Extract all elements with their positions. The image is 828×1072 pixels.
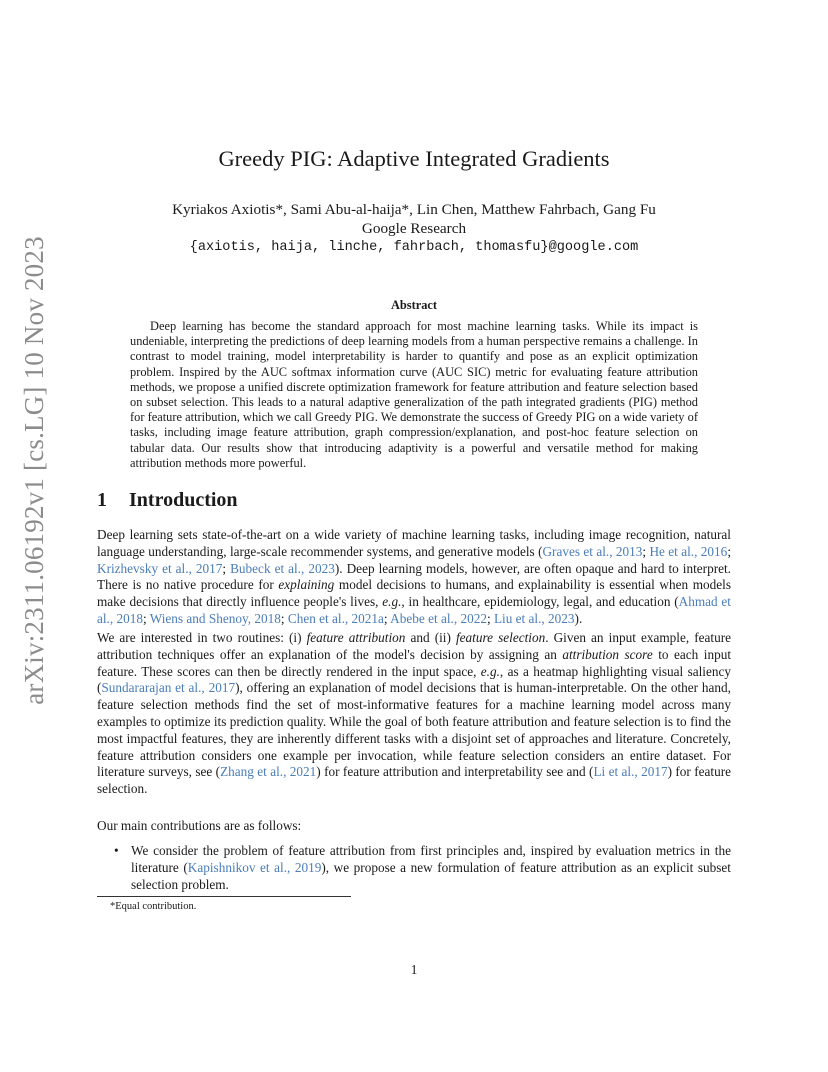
text-run: ), offering an explanation of model decisions that is human-interpretable. On the other hand, feature selection methods find the set of most-informative features for a machine learning model across many examples to optimize its prediction quality. While the goal of both feature attribution and feature selection is to find the most impactful features, they are inherently different tasks with a disjoint set of approaches and literature. Concretely, feature attribution considers one example per invocation, while feature selection considers an entire dataset. For literature surveys, see (: [97, 680, 731, 780]
citation-link[interactable]: Zhang et al., 2021: [220, 764, 317, 780]
text-run: , as a heatmap highlighting visual saliency (: [97, 663, 731, 696]
citation-link[interactable]: Krizhevsky et al., 2017: [97, 560, 223, 576]
emphasis: e.g.: [480, 663, 500, 679]
author-emails: {axiotis, haija, linche, fahrbach, thomasfu}@google.com: [189, 240, 639, 255]
text-run: ;: [727, 543, 731, 559]
abstract-text: Deep learning has become the standard approach for most machine learning tasks. While its impact is undeniable, interpreting the predictions of deep learning models from a human perspective remains a challenge. In contrast to model training, model interpretability is harder to quantify and pose as an explicit optimization problem. Inspired by the AUC softmax information curve (AUC SIC) metric for evaluating feature attribution methods, we propose a unified discrete optimization framework for feature attribution and feature selection based on subset selection. This leads to a natural adaptive generalization of the path integrated gradients (PIG) method for feature attribution, which we call Greedy PIG. We demonstrate the success of Greedy PIG on a wide variety of tasks, including image feature attribution, graph compression/explanation, and post-hoc feature selection on tabular data. Our results show that introducing adaptivity is a powerful and versatile method for making attribution methods more powerful.: [130, 319, 698, 470]
text-run: ) for feature selection.: [97, 764, 731, 797]
text-run: ;: [143, 610, 150, 626]
citation-link[interactable]: Ahmad et al., 2018: [97, 594, 731, 626]
citation-link[interactable]: Wiens and Shenoy, 2018: [149, 610, 281, 626]
emphasis: e.g.: [382, 594, 402, 610]
abstract-heading: Abstract: [390, 298, 438, 312]
bullet-text: [131, 843, 731, 893]
text-run: Deep learning sets state-of-the-art on a wide variety of machine learning tasks, including image recognition, natural language understanding, large-scale recommender systems, and generative models (: [97, 527, 731, 559]
page-number: 1: [410, 962, 418, 977]
text-run: . Given an input example, feature attribution techniques offer an explanation of the model's decision by assigning an: [97, 630, 731, 662]
author-affiliation: Google Research: [361, 220, 467, 237]
text-run: model decisions to humans, and explainability is essential when models make decisions that directly influence people's lives,: [97, 577, 731, 610]
section-number: 1: [97, 489, 107, 511]
intro-paragraph-1: [97, 527, 731, 628]
citation-link[interactable]: Kapishnikov et al., 2019: [187, 859, 322, 875]
text-run: ). Deep learning models, however, are often opaque and hard to interpret. There is no native procedure for: [97, 560, 731, 593]
text-run: ).: [574, 610, 583, 626]
contribution-bullet: [114, 843, 731, 893]
citation-link[interactable]: Abebe et al., 2022: [390, 610, 487, 626]
text-run: , in healthcare, epidemiology, legal, and education (: [401, 594, 679, 610]
text-run: We consider the problem of feature attribution from first principles and, inspired by evaluation metrics in the literature (: [131, 843, 731, 875]
citation-link[interactable]: Chen et al., 2021a: [287, 610, 384, 626]
section-title: Introduction: [129, 489, 238, 511]
section-heading: [97, 489, 238, 512]
intro-paragraph-3: Our main contributions are as follows:: [97, 818, 302, 833]
emphasis: feature selection: [455, 630, 546, 645]
citation-link[interactable]: He et al., 2016: [649, 543, 728, 559]
text-run: to each input feature. These scores can then be directly rendered in the input space,: [97, 646, 731, 679]
text-run: We are interested in two routines: (i): [97, 630, 307, 645]
text-run: ;: [486, 610, 494, 626]
intro-paragraph-2: [97, 630, 731, 798]
text-run: ), we propose a new formulation of feature attribution as an explicit subset selection problem.: [131, 859, 731, 892]
emphasis: explaining: [278, 577, 335, 593]
text-run: ) for feature attribution and interpretability see and (: [316, 764, 594, 780]
footnote-rule: [97, 896, 351, 897]
emphasis: feature attribution: [306, 630, 406, 645]
bullet-marker: •: [114, 843, 119, 858]
citation-link[interactable]: Sundararajan et al., 2017: [101, 680, 236, 696]
author-names: Kyriakos Axiotis*, Sami Abu-al-haija*, Lin Chen, Matthew Fahrbach, Gang Fu: [172, 201, 656, 218]
paper-title: Greedy PIG: Adaptive Integrated Gradients: [218, 146, 610, 171]
author-block: [0, 200, 828, 257]
text-run: ;: [642, 543, 650, 559]
citation-link[interactable]: Bubeck et al., 2023: [230, 560, 335, 576]
citation-link[interactable]: Li et al., 2017: [593, 764, 668, 780]
emphasis: attribution score: [562, 646, 653, 662]
text-run: ;: [222, 560, 231, 576]
text-run: ;: [280, 610, 288, 626]
text-run: ;: [383, 610, 391, 626]
arxiv-identifier: [12, 235, 56, 705]
arxiv-identifier-text: arXiv:2311.06192v1 [cs.LG] 10 Nov 2023: [18, 235, 49, 705]
citation-link[interactable]: Graves et al., 2013: [542, 543, 643, 559]
text-run: and (ii): [405, 630, 456, 645]
footnote: *Equal contribution.: [110, 901, 197, 912]
citation-link[interactable]: Liu et al., 2023: [493, 610, 575, 626]
